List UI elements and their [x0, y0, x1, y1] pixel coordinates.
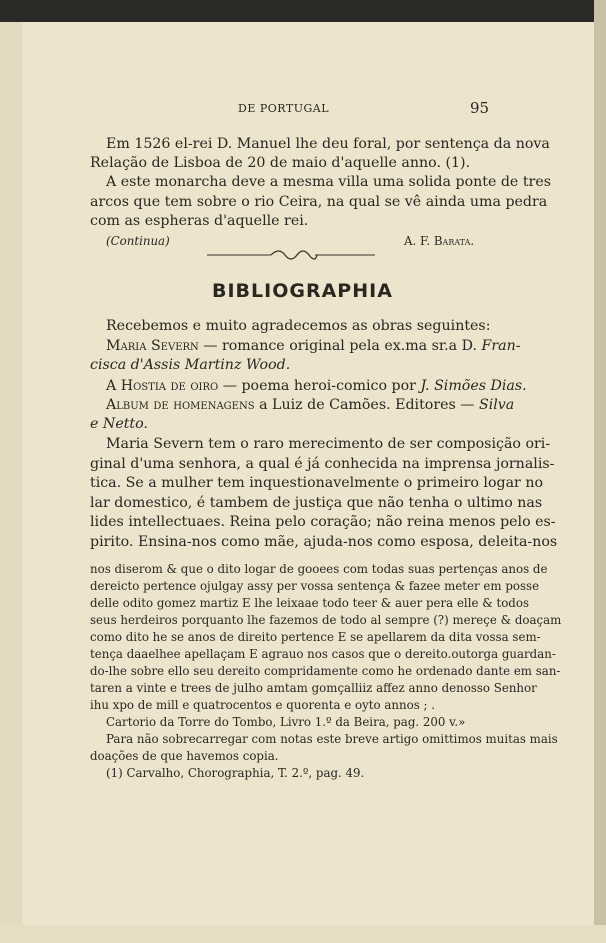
item-title: A Hostia de oiro — [106, 378, 219, 394]
left-page-edge — [0, 22, 23, 925]
article-line: com as espheras d'aquelle rei. — [90, 213, 309, 229]
item-title: Maria Severn — [106, 338, 199, 354]
item-publisher: Silva — [479, 397, 515, 413]
footnote-quote-line: taren a vinte e trees de julho amtam gomçalliiz affez anno denosso Senhor — [90, 681, 537, 695]
footnote-quote-line: seus herdeiros porquanto lhe fazemos de todo al sempre (?) mereçe & doaçam — [90, 613, 562, 627]
item-author: J. Simões Dias. — [420, 378, 527, 394]
bibliography-item — [106, 338, 521, 354]
right-edge — [594, 0, 606, 943]
footnote-source: Cartorio da Torre do Tombo, Livro 1.º da Beira, pag. 200 v.» — [106, 715, 466, 729]
ornament-divider — [205, 246, 377, 262]
review-line: ginal d'uma senhora, a qual é já conhecida na imprensa jornalis- — [90, 456, 555, 472]
review-line: pirito. Ensina-nos como mãe, ajuda-nos como esposa, deleita-nos — [90, 534, 558, 550]
article-line: A este monarcha deve a mesma villa uma solida ponte de tres — [106, 174, 552, 190]
item-title: Album de homenagens — [106, 397, 255, 413]
item-author-continued: cisca d'Assis Martinz Wood. — [90, 357, 291, 373]
footnote-quote-line: delle odito gomez martiz E lhe leixaae todo teer & auer pera elle & todos — [90, 596, 530, 610]
section-title: BIBLIOGRAPHIA — [212, 280, 393, 302]
review-line: lar domestico, é tambem de justiça que não tenha o ultimo nas — [90, 495, 543, 511]
footnote-quote-line: do-lhe sobre ello seu dereito compridamente como he ordenado dante em san- — [90, 664, 561, 678]
footnote-quote-line: nos diserom & que o dito logar de gooees com todas suas pertenças anos de — [90, 562, 548, 576]
review-line: Maria Severn tem o raro merecimento de ser composição ori- — [106, 436, 551, 452]
bibliography-item — [106, 378, 527, 394]
footnote-quote-line: tença daaelhee apellaçam E agrauo nos casos que o dereito.outorga guardan- — [90, 647, 556, 661]
article-line: Em 1526 el-rei D. Manuel lhe deu foral, por sentença da nova — [106, 136, 550, 152]
running-header: DE PORTUGAL — [238, 102, 329, 115]
item-text: — poema heroi-comico por — [218, 378, 421, 394]
continua-label: (Continua) — [106, 234, 170, 248]
review-line: lides intellectuaes. Reina pelo coração; não reina menos pelo es- — [90, 514, 556, 530]
footnote-note-line: doações de que havemos copia. — [90, 749, 279, 763]
item-text: — romance original pela ex.ma sr.a D. — [198, 338, 482, 354]
page-number: 95 — [470, 99, 490, 117]
footnote-note-line: Para não sobrecarregar com notas este breve artigo omittimos muitas mais — [106, 732, 558, 746]
footnote-quote-line: como dito he se anos de direito pertence E se apellarem da dita vossa sem- — [90, 630, 541, 644]
item-publisher-continued: e Netto. — [90, 416, 148, 432]
item-author: Fran- — [481, 338, 521, 354]
footnote-quote-line: ihu xpo de mill e quatrocentos e quorenta e oyto annos ; . — [90, 698, 435, 712]
bibliography-item — [106, 397, 514, 413]
article-line: Relação de Lisboa de 20 de maio d'aquelle anno. (1). — [90, 155, 471, 171]
footnote-quote-line: dereicto pertence ojulgay assy per vossa sentença & fazee meter em posse — [90, 579, 540, 593]
article-author: A. F. Barata. — [404, 234, 475, 248]
footnote-reference: (1) Carvalho, Chorographia, T. 2.º, pag. 49. — [106, 766, 365, 780]
bottom-edge — [0, 925, 606, 943]
bibliography-intro: Recebemos e muito agradecemos as obras seguintes: — [106, 318, 491, 334]
item-text: a Luiz de Camões. Editores — — [254, 397, 479, 413]
article-line: arcos que tem sobre o rio Ceira, na qual se vê ainda uma pedra — [90, 194, 548, 210]
review-line: tica. Se a mulher tem inquestionavelmente o primeiro logar no — [90, 475, 544, 491]
